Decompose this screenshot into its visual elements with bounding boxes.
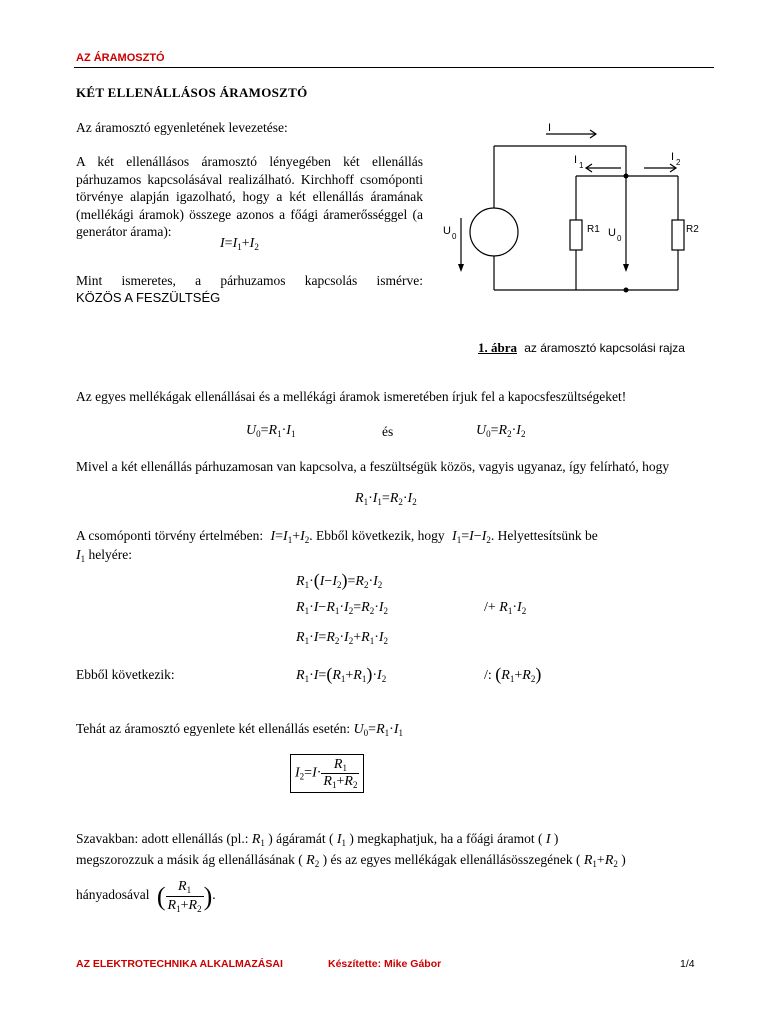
header-rule bbox=[74, 67, 714, 68]
paragraph-common-voltage: Mivel a két ellenállás párhuzamosan van kapcsolva, a feszültségük közös, vagyis ugyanaz, így felírható, hogy bbox=[76, 459, 670, 474]
current-divider-formula-box: $I_2=I\cdot$ $\frac{R_1}{R_1+R_2}$ bbox=[290, 754, 364, 793]
current-divider-fraction: $\frac{R_1}{R_1+R_2}$ bbox=[323, 757, 358, 790]
step-4-label: Ebből következik: bbox=[76, 667, 175, 682]
node-law-text-d: helyére: bbox=[88, 547, 133, 562]
words-line2-text-b: ) és az egyes mellékágak ellenállásösszegének ( bbox=[322, 852, 581, 867]
label-u0-branch: U bbox=[608, 227, 616, 239]
equation-u0-r2: $U_0=R_2\cdot I_2$ bbox=[476, 423, 526, 439]
words-line-1 bbox=[76, 830, 714, 849]
words-line-3 bbox=[76, 878, 216, 914]
step-1-equation: $R_1\cdot(I-I_2)=R_2\cdot I_2$ bbox=[296, 570, 383, 590]
conclusion-line bbox=[76, 720, 403, 739]
words-fraction: ( $\frac{R_1}{R_1+R_2}$ ) bbox=[156, 879, 213, 914]
kirchhoff-equation: $I=I_1+I_2$ bbox=[220, 236, 259, 252]
intro-paragraph: A két ellenállásos áramosztó lényegében két ellenállás párhuzamos kapcsolásával realizálható. Kirchhoff csomóponti törvénye alapján igazolható, hogy a két ellenállás áramának (mellékági áramok) összege azonos a főági áramerősséggel (a generátor árama): bbox=[76, 154, 423, 239]
footer-course: AZ ELEKTROTECHNIKA ALKALMAZÁSAI bbox=[76, 958, 283, 970]
step-3-equation: $R_1\cdot I=R_2\cdot I_2+R_1\cdot I_2$ bbox=[296, 630, 389, 646]
equation-r1i1-r2i2: $R_1\cdot I_1=R_2\cdot I_2$ bbox=[355, 491, 417, 507]
words-line2-text-c: ) bbox=[621, 852, 626, 867]
label-i1-sub: 1 bbox=[579, 161, 584, 170]
label-r1: R1 bbox=[587, 224, 600, 235]
label-u0-generator-sub: 0 bbox=[452, 232, 457, 241]
step-4-operation-sign: /: bbox=[484, 668, 492, 683]
figure-number: 1. ábra bbox=[478, 340, 517, 355]
words-i: I bbox=[545, 832, 551, 847]
label-i1: I bbox=[574, 154, 578, 166]
words-r1: $R_1$ bbox=[251, 832, 265, 848]
node-law-line-2 bbox=[76, 546, 132, 565]
words-line3-text: hányadosával bbox=[76, 887, 150, 903]
words-text-a: Szavakban: adott ellenállás (pl.: bbox=[76, 831, 249, 846]
step-2-equation: $R_1\cdot I-R_1\cdot I_2=R_2\cdot I_2$ bbox=[296, 600, 389, 616]
node-law-text-b: . Ebből következik, hogy bbox=[309, 528, 445, 543]
conclusion-equation: $U_0=R_1\cdot I_1$ bbox=[353, 722, 403, 738]
label-r2: R2 bbox=[686, 224, 699, 235]
conclusion-text: Tehát az áramosztó egyenlete két ellenállás esetén: bbox=[76, 721, 351, 736]
words-line-2 bbox=[76, 851, 626, 870]
node-law-line bbox=[76, 527, 598, 546]
node-law-text-a: A csomóponti törvény értelmében: bbox=[76, 528, 264, 543]
step-4-equation: $R_1\cdot I=(R_1+R_1)\cdot I_2$ bbox=[296, 664, 387, 684]
node-law-text-c: . Helyettesítsünk be bbox=[490, 528, 598, 543]
i1-expression: $I_1=I-I_2$ bbox=[452, 529, 491, 545]
equation-u0-r1: $U_0=R_1\cdot I_1$ bbox=[246, 423, 296, 439]
words-end: . bbox=[212, 887, 216, 903]
paragraph-terminal-voltages: Az egyes mellékágak ellenállásai és a mellékági áramok ismeretében írjuk fel a kapocsfeszültségeket! bbox=[76, 389, 627, 404]
label-i2-sub: 2 bbox=[676, 158, 681, 167]
words-line2-text-a: megszorozzuk a másik ág ellenállásának ( bbox=[76, 852, 303, 867]
footer-author: Készítette: Mike Gábor bbox=[328, 958, 442, 970]
step-2-operation-sign: /+ bbox=[484, 600, 496, 615]
words-text-c: ) megkaphatjuk, ha a főági áramot ( bbox=[349, 831, 543, 846]
circuit-diagram bbox=[436, 118, 726, 328]
page-title: KÉT ELLENÁLLÁSOS ÁRAMOSZTÓ bbox=[76, 85, 308, 100]
step-4-operation: /: $(R_1+R_2)$ bbox=[484, 664, 542, 684]
parallel-property: Mint ismeretes, a párhuzamos kapcsolás ismérve: bbox=[76, 273, 423, 288]
words-i1: $I_1$ bbox=[336, 832, 347, 848]
section-header: AZ ÁRAMOSZTÓ bbox=[76, 52, 165, 64]
step-2-operation: /+ $R_1\cdot I_2$ bbox=[484, 600, 527, 616]
figure-caption bbox=[478, 340, 685, 356]
label-i2: I bbox=[671, 151, 675, 163]
i1-symbol: $I_1$ bbox=[76, 548, 86, 564]
figure-caption-text: az áramosztó kapcsolási rajza bbox=[524, 341, 685, 355]
node-law-equation: $I=I_1+I_2$ bbox=[270, 529, 310, 545]
label-u0-branch-sub: 0 bbox=[617, 234, 622, 243]
words-text-d: ) bbox=[553, 831, 559, 846]
words-r2: $R_2$ bbox=[306, 853, 320, 869]
derivation-heading: Az áramosztó egyenletének levezetése: bbox=[76, 120, 288, 135]
words-r-sum: $R_1+R_2$ bbox=[583, 853, 618, 869]
common-voltage-emphasis: KÖZÖS A FESZÜLTSÉG bbox=[76, 290, 221, 305]
words-text-b: ) ágáramát ( bbox=[268, 831, 334, 846]
page-number: 1/4 bbox=[680, 958, 695, 970]
word-and: és bbox=[382, 424, 394, 439]
label-u0-generator: U bbox=[443, 225, 451, 237]
label-i: I bbox=[548, 122, 552, 134]
